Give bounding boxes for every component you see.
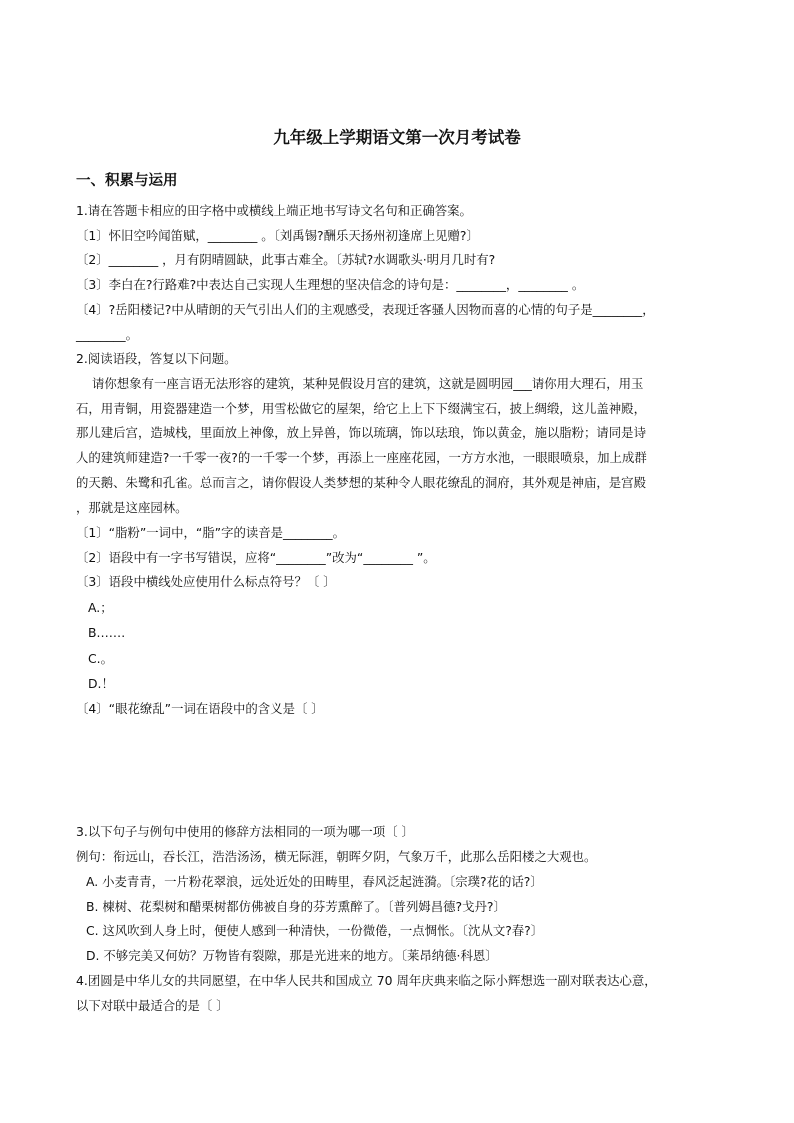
q1-item-4: 〔4〕?岳阳楼记?中从晴朗的天气引出人们的主观感受，表现迁客骚人因物而喜的心情的句子是________， (76, 302, 655, 317)
q1-item-1: 〔1〕怀旧空吟闻笛赋，________ 。〔刘禹锡?酬乐天扬州初逢席上见赠?〕 (76, 228, 479, 243)
q2-sub-4: 〔4〕“眼花缭乱”一词在语段中的含义是〔 〕 (76, 701, 324, 716)
page-title: 九年级上学期语文第一次月考试卷 (273, 128, 521, 147)
q4-stem: 4.团圆是中华儿女的共同愿望，在中华人民共和国成立 70 周年庆典来临之际小辉想选一副对联表达心意， (76, 973, 657, 988)
q2-option-a: A.； (88, 600, 113, 615)
q3-option-a: A. 小麦青青，一片粉花翠浪，远处近处的田畴里，春风泛起涟漪。〔宗璞?花的话?〕 (86, 874, 543, 889)
q2-passage-line: 请你想象有一座言语无法形容的建筑，某种晃假设月宫的建筑，这就是圆明园___请你用大理石，用玉 (92, 376, 644, 391)
q3-option-d: D. 不够完美又何妨？万物皆有裂隙，那是光进来的地方。〔莱昂纳德·科恩〕 (86, 948, 498, 963)
q2-passage-line: 那儿建后宫，造城栈，里面放上神像，放上异兽，饰以琉璃，饰以珐琅，饰以黄金，施以脂粉；请同是诗 (76, 425, 646, 440)
q2-passage-line: 人的建筑师建造?一千零一夜?的一千零一个梦，再添上一座座花园，一方方水池，一眼眼喷泉，加上成群 (76, 450, 647, 465)
section-heading: 一、积累与运用 (76, 172, 178, 189)
q2-stem: 2.阅读语段，答复以下问题。 (76, 351, 237, 366)
q2-option-d: D.！ (88, 676, 114, 691)
q3-option-c: C. 这风吹到人身上时，便使人感到一种清快，一份微倦，一点惆怅。〔沈从文?春?〕 (86, 923, 544, 938)
q1-item-4-cont: ________。 (76, 327, 138, 342)
q2-sub-3: 〔3〕语段中横线处应使用什么标点符号？〔 〕 (76, 574, 336, 589)
q2-option-c: C.。 (88, 651, 113, 666)
q4-stem-cont: 以下对联中最适合的是〔 〕 (76, 998, 229, 1013)
q1-item-3: 〔3〕李白在?行路难?中表达自己实现人生理想的坚决信念的诗句是：________，________ 。 (76, 277, 585, 292)
q3-example: 例句：衔远山，吞长江，浩浩汤汤，横无际涯，朝晖夕阴，气象万千，此那么岳阳楼之大观也。 (76, 849, 597, 864)
q2-option-b: B.…… (88, 625, 126, 640)
q2-passage-line: 的天鹅、朱鹭和孔雀。总而言之，请你假设人类梦想的某种令人眼花缭乱的洞府，其外观是神庙，是宫殿 (76, 475, 646, 490)
q3-option-b: B. 楝树、花梨树和醋栗树都仿佛被自身的芬芳熏醉了。〔普列姆昌德?戈丹?〕 (86, 899, 506, 914)
q2-sub-1: 〔1〕“脂粉”一词中，“脂”字的读音是________。 (76, 525, 345, 540)
q3-stem: 3.以下句子与例句中使用的修辞方法相同的一项为哪一项〔 〕 (76, 824, 414, 839)
q2-sub-2: 〔2〕语段中有一字书写错误，应将“________”改为“________ ”。 (76, 550, 436, 565)
q1-stem: 1.请在答题卡相应的田字格中或横线上端正地书写诗文名句和正确答案。 (76, 203, 472, 218)
q2-passage-line: 石，用青铜，用瓷器建造一个梦，用雪松做它的屋架，给它上上下下缀满宝石，披上绸缎，这儿盖神殿， (76, 401, 646, 416)
q2-passage-line: ，那就是这座园林。 (76, 500, 188, 515)
q1-item-2: 〔2〕________ ，月有阴晴圆缺，此事古难全。〔苏轼?水调歌头·明月几时有? (76, 252, 496, 267)
